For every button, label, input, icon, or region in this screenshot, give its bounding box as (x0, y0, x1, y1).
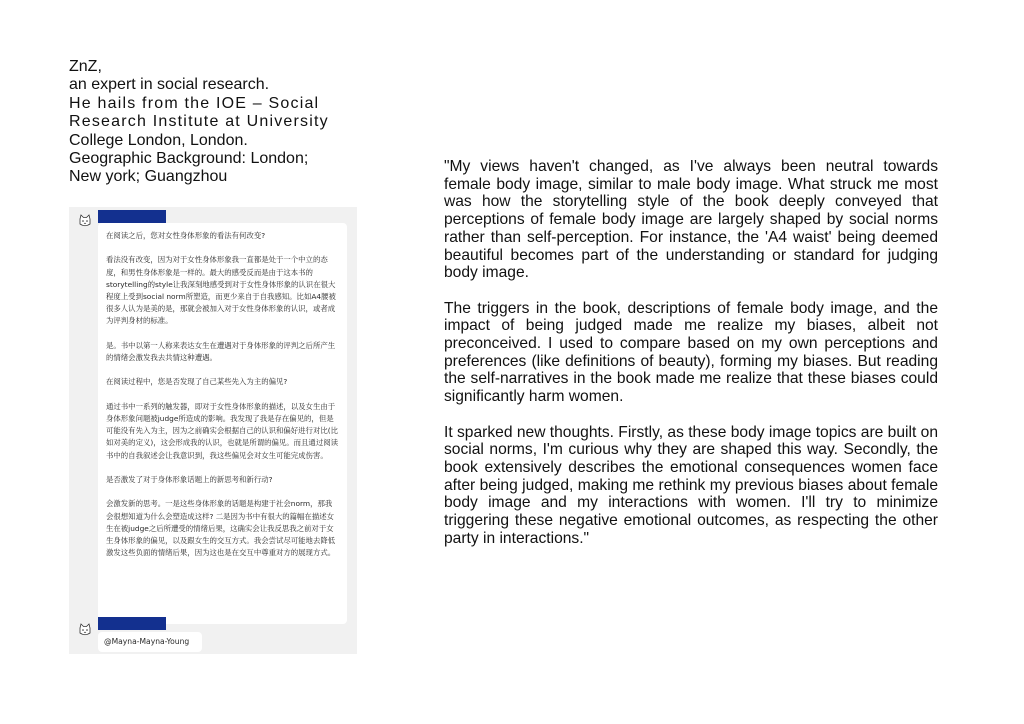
quote-paragraph: The triggers in the book, descriptions of female body image, and the impact of being judged made me realize my biases, albeit not preconceived. I used to compare based on my own perceptions and preferences (like definitions of beauty), forming my biases. But reading the self-narratives in the book made me realize that these biases could significantly harm women. (444, 299, 938, 406)
profile-line: Geographic Background: London; (69, 150, 309, 168)
quote-paragraph: It sparked new thoughts. Firstly, as these body image topics are built on social norms, I'm curious why they are shaped this way. Secondly, the book extensively describes the emotional consequences women face after being judged, making me rethink my previous biases about female body image and my interactions with women. I'll try to minimize triggering these negative emotional outcomes, as respecting the other party in interactions." (444, 423, 938, 547)
handle-bubble: @Mayna-Mayna-Young (98, 632, 202, 652)
profile-text (69, 58, 361, 187)
profile-line: ZnZ, (69, 58, 102, 75)
chat-screenshot (69, 207, 357, 654)
message-bubble (98, 223, 347, 624)
question-text: 在阅读之后，您对女性身体形象的看法有何改变? (106, 231, 266, 240)
profile-line: New york; Guangzhou (69, 168, 228, 186)
profile-line: College London, London. (69, 131, 248, 149)
profile-line: Research Institute at University (69, 113, 329, 131)
cat-sticker-avatar-icon (77, 622, 93, 638)
question-text: 在阅读过程中，您是否发现了自己某些先入为主的偏见? (106, 377, 288, 387)
answer-text: 会激发新的思考。一是这些身体形象的话题是构建于社会norm，那我会很想知道为什么会塑造成这样? 二是因为书中有很大的篇幅在描述女生在被judge之后所遭受的情绪后果，这确实会让我反思我之前对于女生身体形象的偏见，以及跟女生的交互方式。我会尝试尽可能地去降低激发这些负面的情绪后果，因为这也是在交互中尊重对方的展现方式。 (106, 499, 336, 558)
cat-sticker-avatar-icon (77, 213, 93, 229)
profile-line: He hails from the IOE – Social (69, 94, 320, 112)
profile-line: an expert in social research. (69, 76, 270, 94)
redacted-username-bar (98, 617, 166, 630)
answer-text: 看法没有改变，因为对于女性身体形象我一直都是处于一个中立的态度，和男性身体形象是一样的。最大的感受反而是由于这本书的storytelling的style让我深刻地感受到对于女性身体形象的认识在很大程度上受到social norm所塑造，而更少来自于自我感知。比如A4腰被很多人认为是美的是，那就会被加入对于女性身体形象的认识，或者成为评判身材的标准。 (106, 255, 336, 326)
quote-paragraph: "My views haven't changed, as I've always been neutral towards female body image, similar to male body image. What struck me most was how the storytelling style of the book deeply conveyed that perceptions of female body image are largely shaped by social norms rather than self-perception. For instance, the 'A4 waist' being deemed beautiful becomes part of the understanding or standard for judging body image. (444, 158, 938, 282)
answer-text: 是。书中以第一人称来表达女生在遭遇对于身体形象的评判之后所产生的情绪会激发我去共情这种遭遇。 (106, 340, 336, 362)
answer-text: 通过书中一系列的触发器，即对于女性身体形象的描述，以及女生由于身体形象问题被judge所造成的影响。我发现了我是存在偏见的，但是可能没有先入为主，因为之前确实会根据自己的认识和偏好进行对比(比如对美的定义)，这会形成我的认识，也就是所谓的偏见。而且通过阅读书中的自我叙述会让我意识到，我这些偏见会对女生可能完成伤害。 (106, 401, 338, 460)
translated-quote (444, 158, 938, 565)
redacted-username-bar (98, 210, 166, 223)
question-text: 是否激发了对于身体形象话题上的新思考和新行动? (106, 474, 273, 484)
